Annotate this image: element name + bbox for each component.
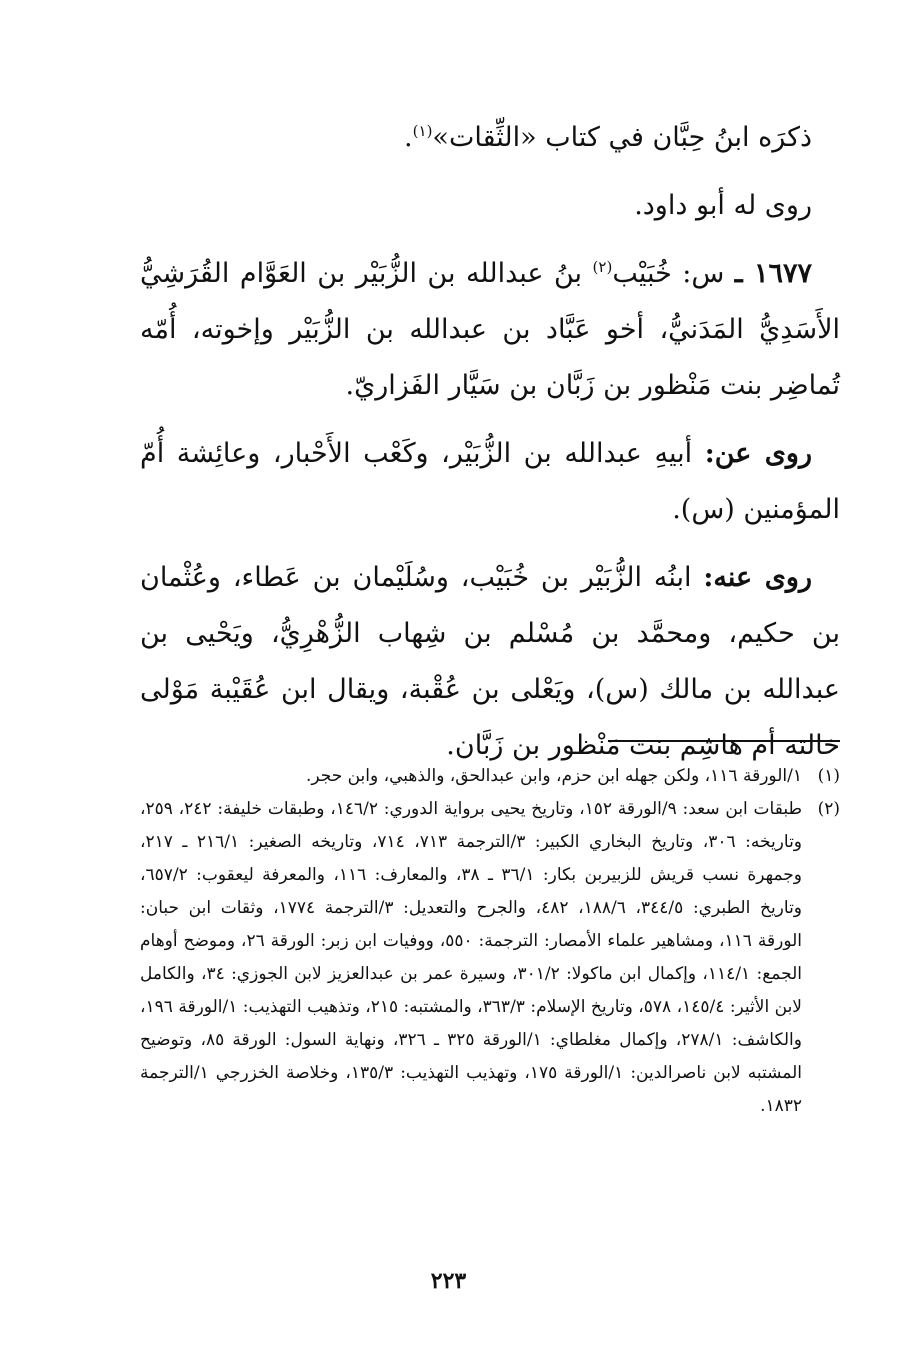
page-number: ٢٢٣ — [430, 1268, 467, 1294]
entry-name: س: خُبَيْب — [612, 258, 725, 289]
narrated-from-text: أبيهِ عبدالله بن الزُّبَيْر، وكَعْب الأَحْبار، وعائِشة أُمّ المؤمنين (س). — [140, 438, 840, 525]
footnote-separator — [608, 740, 840, 742]
footnote-2 — [140, 793, 840, 1123]
paragraph-ibn-hibban — [140, 110, 840, 166]
footnote-ref-1: (١) — [412, 122, 433, 140]
entry-number: ١٦٧٧ ـ — [734, 258, 813, 289]
narrated-from — [140, 426, 840, 538]
footnote-number: (١) — [817, 766, 840, 786]
entry-text: بنُ عبدالله بن الزُّبَيْر بن العَوَّام القُرَشِيُّ الأَسَدِيُّ المَدَنيُّ، أخو عَبَّاد بن عبدالله بن الزُّبَيْر وإخوته، أُمّه تُماضِر بنت مَنْظور بن زَبَّان بن سَيَّار الفَزاريّ. — [140, 258, 840, 401]
footnote-text: ١/الورقة ١١٦، ولكن جهله ابن حزم، وابن عبدالحق، والذهبي، وابن حجر. — [305, 766, 802, 786]
footnote-text: طبقات ابن سعد: ٩/الورقة ١٥٢، وتاريخ يحيى برواية الدوري: ١٤٦/٢، وطبقات خليفة: ٢٤٢، ٢٥٩، وتاريخه: ٣٠٦، وتاريخ البخاري الكبير: ٣/الترجمة ٧١٣، ٧١٤، وتاريخه الصغير: ٢١٦/١ ـ ٢١٧، وجمهرة نسب قريش للزبيربن بكار: ٣٦/١ ـ ٣٨، والمعارف: ١١٦، والمعرفة ليعقوب: ٦٥٧/٢، وتاريخ الطبري: ٣٤٤/٥، ١٨٨/٦، ٤٨٢، والجرح والتعديل: ٣/الترجمة ١٧٧٤، وثقات ابن حبان: الورقة ١١٦، ومشاهير علماء الأمصار: الترجمة: ٥٥٠، ووفيات ابن زبر: الورقة ٢٦، وموضح أوهام الجمع: ١١٤/١، وإكمال ابن ماكولا: ٣٠١/٢، وسيرة عمر بن عبدالعزيز لابن الجوزي: ٣٤، والكامل لابن الأثير: ١٤٥/٤، ٥٧٨، وتاريخ الإسلام: ٣٦٣/٣، والمشتبه: ٢١٥، وتذهيب التهذيب: ١/الورقة ١٩٦، والكاشف: ٢٧٨/١، وإكمال مغلطاي: ١/الورقة ٣٢٥ ـ ٣٢٦، ونهاية السول: الورقة ٨٥، وتوضيح المشتبه لابن ناصرالدين: ١/الورقة ١٧٥، وتهذيب التهذيب: ١٣٥/٣، وخلاصة الخزرجي ١/الترجمة ١٨٣٢. — [140, 799, 803, 1116]
main-text — [140, 110, 840, 786]
footnote-number: (٢) — [817, 799, 840, 819]
footnotes — [140, 760, 840, 1123]
narrated-by-label: روى عنه: — [703, 562, 813, 593]
footnote-ref-2: (٢) — [592, 258, 613, 276]
entry-1677 — [140, 246, 840, 414]
paragraph-abu-dawud: روى له أبو داود. — [634, 190, 812, 221]
paragraph-text: ذكرَه ابنُ حِبَّان في كتاب «الثِّقات» — [432, 122, 812, 153]
paragraph-end: . — [404, 122, 413, 153]
footnote-1 — [140, 760, 840, 793]
narrated-from-label: روى عن: — [704, 438, 812, 469]
narrated-by-text: ابنُه الزُّبَيْر بن خُبَيْب، وسُلَيْمان بن عَطاء، وعُثْمان بن حكيم، ومحمَّد بن مُسْلم بن شِهاب الزُّهْرِيُّ، ويَحْيى بن عبدالله بن مالك (س)، ويَعْلى بن عُقْبة، ويقال ابن عُقَيْبة مَوْلى خالته أم هاشِم بنت مَنْظور بن زَبَّان. — [140, 562, 840, 761]
